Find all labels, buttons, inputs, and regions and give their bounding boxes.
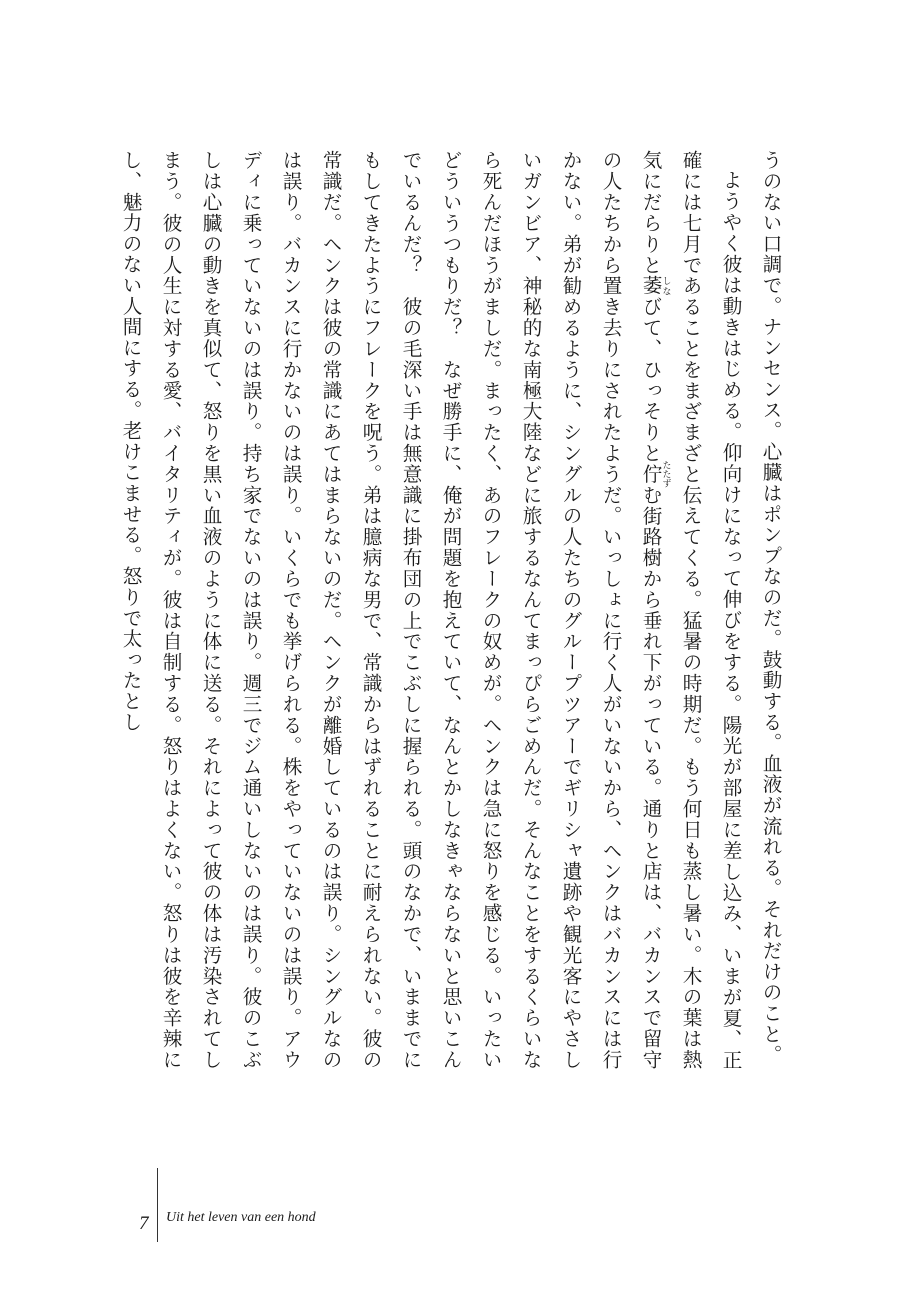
paragraph-2 [118, 150, 750, 1070]
ruby-shina [639, 275, 671, 297]
paragraph-1: うのない口調で。ナンセンス。心臓はポンプなのだ。鼓動する。血液が流れる。それだけのこと。 [759, 150, 782, 1066]
footer-divider [157, 1168, 158, 1242]
page-number: 7 [139, 1213, 149, 1234]
paragraph-2-part-c: む街路樹から垂れ下がっている。通りと店は、バカンスで留守の人たちから置き去りにされたようだ。いっしょに行く人がいないから、ヘンクはバカンスには行かない。弟が勧めるように、シングルの人たちのグループツアーでギリシャ遺跡や観光客にやさしいガンビア、神秘的な南極大陸などに旅するなんてまっぴらごめんだ。そんなことをするくらいなら死んだほうがましだ。まったく、あのフレークの奴めが。ヘンクは急に怒りを感じる。いったいどういうつもりだ？ なぜ勝手に、俺が問題を抱えていて、なんとかしなきゃならないと思いこんでいるんだ？ 彼の毛深い手は無意識に掛布団の上でこぶしに握られる。頭のなかで、いままでにもしてきたようにフレークを呪う。弟は臆病な男で、常識からはずれることに耐えられない。彼の常識だ。ヘンクは彼の常識にあてはまらないのだ。ヘンクが離婚しているのは誤り。シングルなのは誤り。バカンスに行かないのは誤り。いくらでも挙げられる。株をやっていないのは誤り。アウディに乗っていないのは誤り。持ち家でないのは誤り。週三でジム通いしないのは誤り。彼のこぶしは心臓の動きを真似て、怒りを黒い血液のように体に送る。それによって彼の体は汚染されてしまう。彼の人生に対する愛、バイタリティが。彼は自制する。怒りはよくない。怒りは彼を辛辣にし、魅力のない人間にする。老けこませる。怒りで太ったとし [119, 150, 662, 1070]
ruby-shina-base: 萎 [639, 275, 662, 297]
ruby-tatazu-reading: たたず [660, 460, 671, 488]
ruby-shina-reading: しな [660, 275, 671, 297]
ruby-tatazu [639, 460, 671, 488]
paragraph-2-part-b: びて、ひっそりと [639, 296, 662, 464]
paragraph-2-part-a: ようやく彼は動きはじめる。仰向けになって伸びをする。陽光が部屋に差し込み、いまが夏、正確には七月であることをまざまざと伝えてくる。猛暑の時期だ。もう何日も蒸し暑い。木の葉は熱気にだらりと [639, 150, 742, 1070]
ruby-tatazu-base: 佇 [639, 460, 662, 488]
running-title: Uit het leven van een hond [166, 1210, 316, 1225]
body-text [118, 150, 790, 1070]
